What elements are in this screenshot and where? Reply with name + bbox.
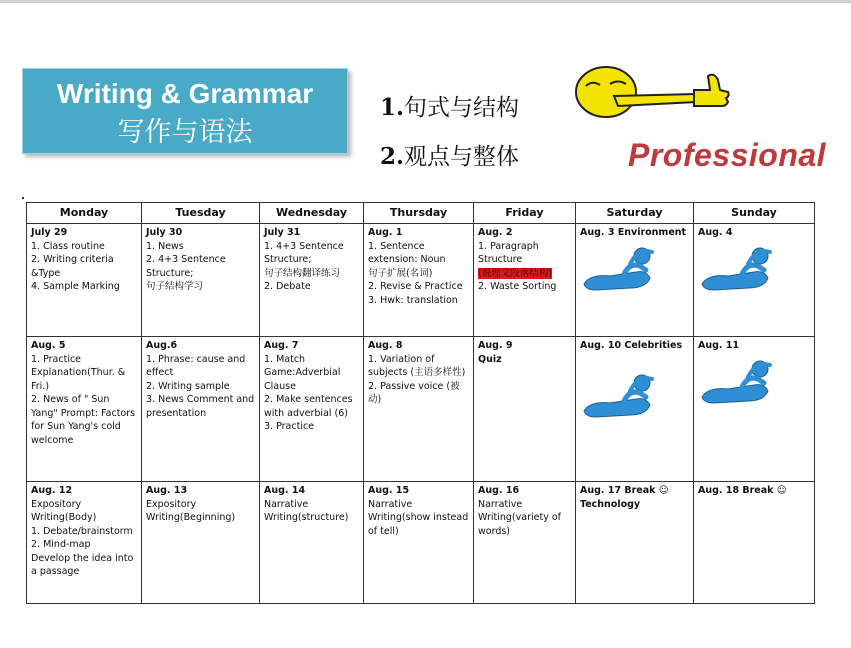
topic-1-text: 句式与结构 — [404, 95, 520, 121]
cell-line: 句子结构学习 — [146, 281, 204, 292]
cell-line: 2. News of " Sun Yang" Prompt: Factors for Sun Yang's cold welcome — [31, 394, 136, 446]
topic-2 — [380, 138, 519, 171]
cell-line: Expository Writing(Body) — [31, 498, 97, 523]
cell-line: 3. Hwk: translation — [368, 294, 458, 306]
thumbs-up-emoji-icon — [574, 66, 734, 120]
cell-aug-14 — [260, 482, 364, 604]
cell-aug-13 — [142, 482, 260, 604]
cell-line: Quiz — [478, 353, 502, 365]
cell-line: Narrative Writing(show instead of tell) — [368, 498, 469, 537]
cell-aug-10 — [576, 337, 694, 482]
cell-date: Aug.6 — [146, 340, 178, 351]
divider-dot — [22, 197, 24, 199]
cell-aug-16 — [474, 482, 576, 604]
cell-aug-18 — [694, 482, 815, 604]
week-row-2 — [27, 337, 815, 482]
brand-professional: Professional — [628, 137, 827, 173]
cell-date: July 30 — [146, 227, 183, 238]
cell-date: July 29 — [31, 227, 68, 238]
cell-line: 1. Sentence extension: Noun — [368, 240, 446, 265]
cell-date: Aug. 11 — [698, 340, 740, 351]
schedule-table — [26, 202, 815, 604]
cell-line: 句子扩展(名词) — [368, 267, 433, 279]
cell-date: Aug. 1 — [368, 227, 403, 238]
day-header-friday: Friday — [474, 203, 576, 224]
cell-line: 2. Make sentences with adverbial (6) — [264, 394, 353, 419]
top-border — [0, 0, 851, 3]
cell-line: Develop the idea into a passage — [31, 552, 134, 577]
cell-aug-12 — [27, 482, 142, 604]
cell-line: 1. Practice Explanation(Thur. & Fri.) — [31, 353, 126, 392]
cell-aug-7 — [260, 337, 364, 482]
cell-line: 2. Writing criteria &Type — [31, 254, 114, 279]
day-header-tuesday: Tuesday — [142, 203, 260, 224]
cell-line: 1. Variation of subjects (主语多样性) — [368, 353, 466, 378]
cell-date: Aug. 3 Environment — [580, 227, 687, 238]
cell-line: 2. Writing sample — [146, 380, 230, 392]
cell-date: Aug. 8 — [368, 340, 403, 351]
cell-date: Aug. 10 Celebrities — [580, 340, 683, 351]
cell-line: Narrative Writing(variety of words) — [478, 498, 561, 537]
title-english: Writing & Grammar — [56, 78, 314, 109]
cell-line: 2. 4+3 Sentence Structure; — [146, 254, 226, 279]
cell-line: 3. Practice — [264, 421, 315, 432]
reclining-figure-icon — [698, 357, 778, 407]
cell-line: 1. Debate/brainstorm — [31, 525, 133, 537]
cell-line: 2. Waste Sorting — [478, 281, 557, 292]
cell-line: 2. Mind-map — [31, 539, 91, 550]
cell-line: 1. Class routine — [31, 240, 105, 252]
cell-line: 1. Phrase: cause and effect — [146, 353, 246, 378]
cell-date: July 31 — [264, 227, 301, 238]
cell-date: Aug. 5 — [31, 340, 66, 351]
cell-line: 2. Debate — [264, 281, 311, 292]
title-box — [22, 68, 348, 154]
reclining-figure-icon — [698, 244, 778, 294]
reclining-figure-icon — [580, 371, 660, 421]
cell-line: 2. Revise & Practice — [368, 281, 463, 292]
highlighted-text: (说理文段落结构) — [478, 267, 552, 279]
cell-july-29 — [27, 224, 142, 337]
cell-date: Aug. 2 — [478, 227, 513, 238]
week-row-1 — [27, 224, 815, 337]
cell-aug-4 — [694, 224, 815, 337]
day-header-wednesday: Wednesday — [260, 203, 364, 224]
cell-date: Aug. 15 — [368, 485, 410, 496]
cell-aug-17 — [576, 482, 694, 604]
day-header-saturday: Saturday — [576, 203, 694, 224]
cell-aug-6 — [142, 337, 260, 482]
cell-date: Aug. 18 Break ☺ — [698, 485, 787, 496]
cell-aug-2 — [474, 224, 576, 337]
cell-july-31 — [260, 224, 364, 337]
topic-1 — [380, 89, 519, 122]
cell-line: 1. Paragraph Structure — [478, 240, 539, 265]
cell-date: Aug. 14 — [264, 485, 306, 496]
cell-line: Technology — [580, 498, 641, 510]
cell-line: 1. News — [146, 240, 184, 252]
week-row-3 — [27, 482, 815, 604]
cell-aug-15 — [364, 482, 474, 604]
cell-date: Aug. 17 Break ☺ — [580, 485, 669, 496]
cell-aug-5 — [27, 337, 142, 482]
topic-2-text: 观点与整体 — [404, 144, 520, 170]
cell-line: 3. News Comment and presentation — [146, 394, 255, 419]
cell-aug-1 — [364, 224, 474, 337]
header-row — [27, 203, 815, 224]
cell-line: 2. Passive voice (被动) — [368, 380, 460, 405]
cell-july-30 — [142, 224, 260, 337]
day-header-sunday: Sunday — [694, 203, 815, 224]
cell-aug-3 — [576, 224, 694, 337]
cell-aug-11 — [694, 337, 815, 482]
cell-line: 4. Sample Marking — [31, 281, 120, 292]
day-header-monday: Monday — [27, 203, 142, 224]
title-chinese: 写作与语法 — [117, 117, 253, 148]
cell-date: Aug. 12 — [31, 485, 73, 496]
cell-date: Aug. 7 — [264, 340, 299, 351]
topic-1-number: 1. — [380, 94, 405, 121]
reclining-figure-icon — [580, 244, 660, 294]
cell-date: Aug. 13 — [146, 485, 188, 496]
cell-date: Aug. 4 — [698, 227, 733, 238]
day-header-thursday: Thursday — [364, 203, 474, 224]
topic-2-number: 2. — [380, 143, 405, 170]
cell-aug-8 — [364, 337, 474, 482]
cell-aug-9 — [474, 337, 576, 482]
cell-date: Aug. 16 — [478, 485, 520, 496]
cell-line: 1. Match Game:Adverbial Clause — [264, 353, 341, 392]
cell-line: 1. 4+3 Sentence Structure; — [264, 240, 344, 265]
cell-line: Expository Writing(Beginning) — [146, 498, 236, 523]
cell-line: Narrative Writing(structure) — [264, 498, 349, 523]
cell-date: Aug. 9 — [478, 340, 513, 351]
cell-line: 句子结构翻译练习 — [264, 267, 341, 279]
